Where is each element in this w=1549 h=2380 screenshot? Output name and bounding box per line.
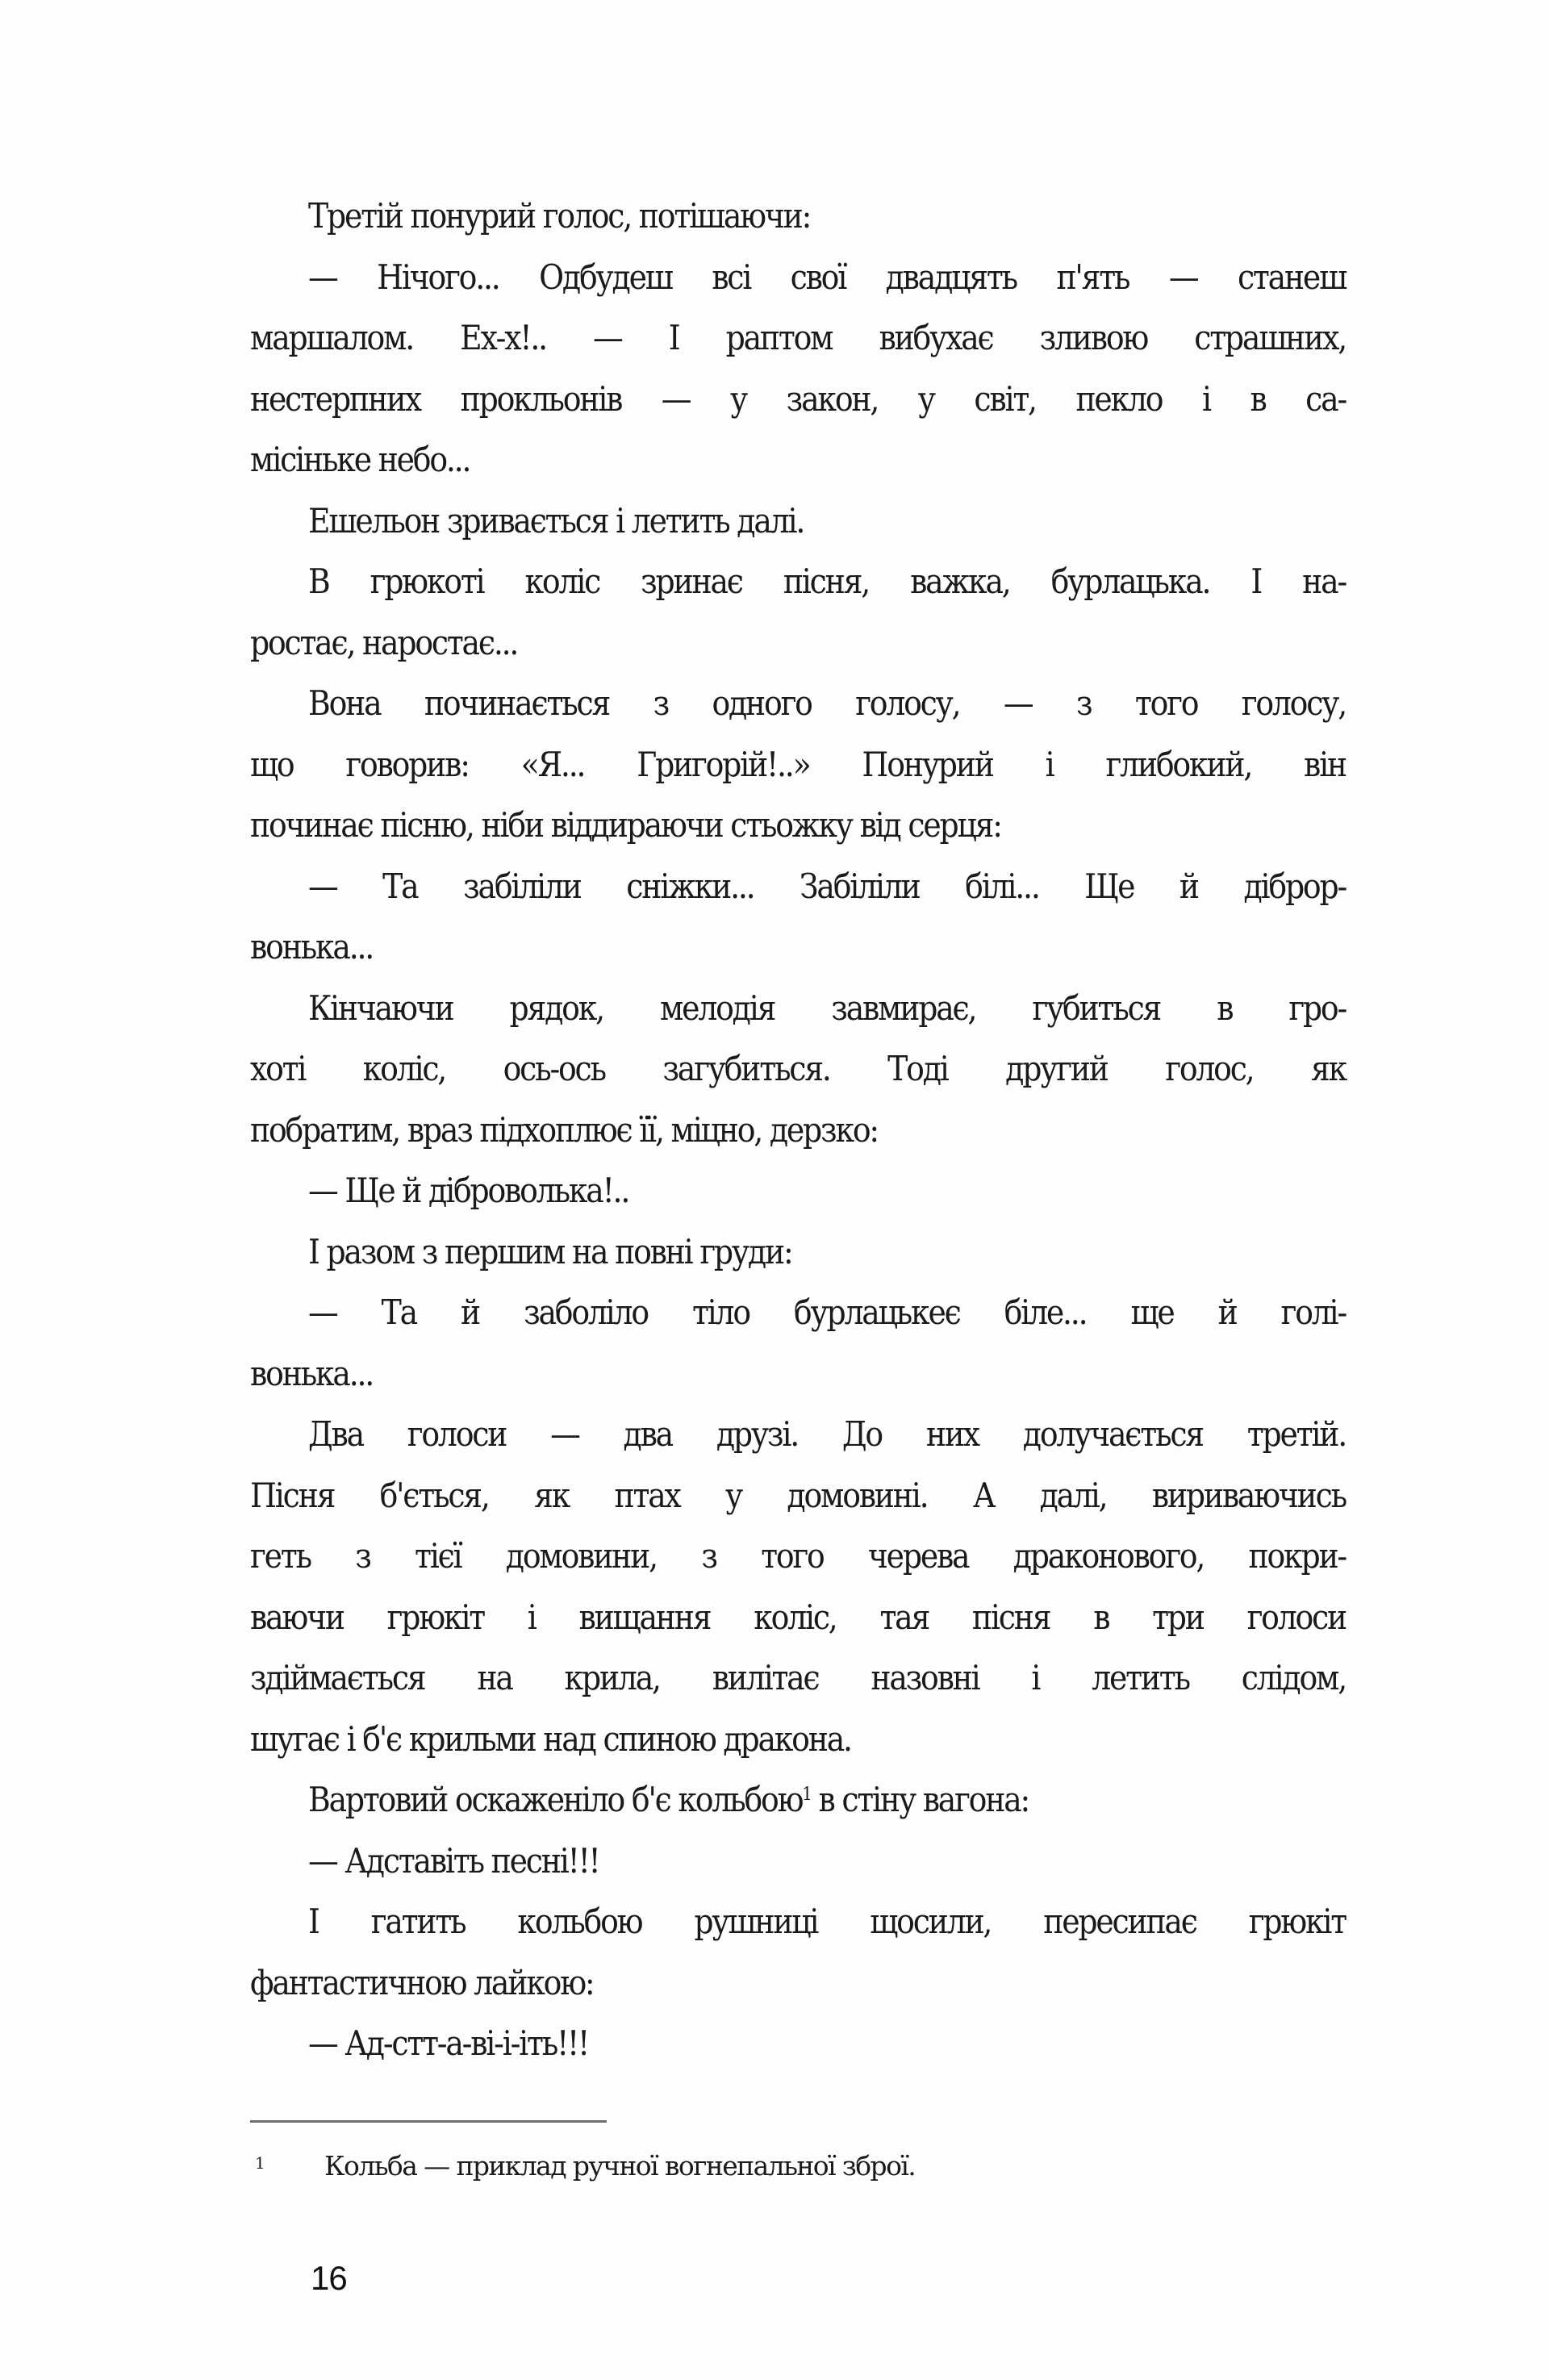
text-line: хоті коліс, ось-ось загубиться. Тоді другий голос, як — [250, 1049, 1346, 1088]
text-line: Вона починається з одного голосу, — з того голосу, — [308, 683, 1346, 723]
text-line: — Адставіть песні!!! — [308, 1840, 599, 1881]
page-number: 16 — [311, 2259, 347, 2297]
text-line: ваючи грюкіт і вищання коліс, тая пісня в три голоси — [250, 1597, 1346, 1637]
footnote-number: 1 — [255, 2153, 265, 2173]
text-line: Пісня б'ється, як птах у домовині. А далі, вириваючись — [250, 1475, 1346, 1515]
text-line: побратим, враз підхоплює її, міцно, дерзко: — [250, 1109, 878, 1150]
text-line: Ешельон зривається і летить далі. — [308, 500, 804, 541]
text-line: Два голоси — два друзі. До них долучається третій. — [308, 1414, 1346, 1454]
text-line: — Та й заболіло тіло бурлацькеє біле... ще й голі- — [308, 1292, 1346, 1332]
text-line: — Ще й діброволька!.. — [308, 1171, 629, 1210]
text-line: Кінчаючи рядок, мелодія завмирає, губиться в гро- — [308, 987, 1346, 1028]
text-line-with-footnote-ref — [250, 1769, 1346, 1831]
footnote-text: Кольба — приклад ручної вогнепальної зброї. — [324, 2150, 916, 2182]
body-text — [250, 186, 1346, 2074]
text-line: І разом з першим на повні груди: — [308, 1231, 792, 1271]
text-line: фантастичною лайкою: — [250, 1962, 594, 2002]
footnote — [250, 2146, 1138, 2186]
footnote-divider — [250, 2120, 607, 2123]
text-line: В грюкоті коліс зринає пісня, важка, бурлацька. І на- — [308, 562, 1346, 601]
text-line: починає пісню, ніби віддираючи стьожку від серця: — [250, 805, 1001, 845]
text-line: здіймається на крила, вилітає назовні і летить слідом, — [250, 1658, 1346, 1697]
text-line: місіньке небо... — [250, 440, 470, 479]
text-line: вонька... — [250, 927, 374, 967]
text-line: геть з тієї домовини, з того черева драконового, покри- — [250, 1536, 1346, 1576]
text-line: І гатить кольбою рушниці щосили, пересипає грюкіт — [308, 1902, 1346, 1941]
text-line: маршалом. Ех-х!.. — І раптом вибухає зливою страшних, — [250, 318, 1346, 357]
text-line: нестерпних прокльонів — у закон, у світ, пекло і в са- — [250, 378, 1346, 419]
text-line: вонька... — [250, 1353, 374, 1393]
text-line: — Нічого... Одбудеш всі свої двадцять п'ять — станеш — [308, 257, 1346, 297]
footnote-reference[interactable]: 1 — [802, 1785, 811, 1805]
text-line: шугає і б'є крильми над спиною дракона. — [250, 1718, 851, 1759]
text-line: ростає, наростає... — [250, 622, 518, 662]
text-line: Третій понурий голос, потішаючи: — [308, 196, 811, 236]
text-line: — Та забіліли сніжки... Забіліли білі... Ще й діброр- — [308, 866, 1346, 906]
text-fragment: в стіну вагона: — [810, 1780, 1029, 1819]
text-line: — Ад-стт-а-ві-і-іть!!! — [308, 2023, 589, 2063]
text-line: що говорив: «Я... Григорій!..» Понурий і глибокий, він — [250, 744, 1346, 784]
text-fragment: Вартовий оскаженіло б'є кольбою — [308, 1780, 803, 1819]
